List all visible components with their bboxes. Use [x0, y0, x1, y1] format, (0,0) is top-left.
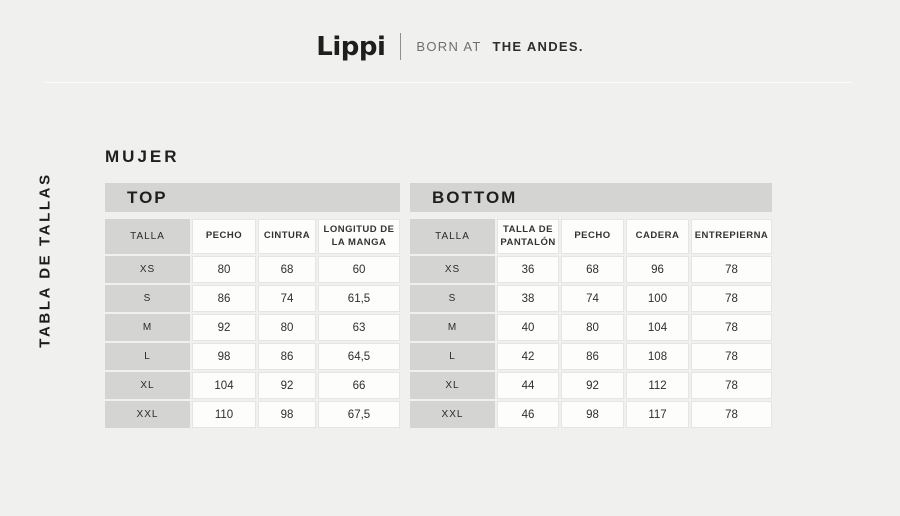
- size-value-cell: 112: [626, 372, 689, 399]
- size-value-cell: 68: [561, 256, 624, 283]
- size-value-cell: 78: [691, 314, 772, 341]
- size-label-cell: L: [105, 343, 190, 370]
- size-value-cell: 44: [497, 372, 559, 399]
- mujer-heading: MUJER: [105, 147, 180, 166]
- size-value-cell: 67,5: [318, 401, 400, 428]
- size-value-cell: 36: [497, 256, 559, 283]
- size-value-cell: 108: [626, 343, 689, 370]
- size-value-cell: 98: [561, 401, 624, 428]
- size-value-cell: 68: [258, 256, 316, 283]
- size-value-cell: 92: [258, 372, 316, 399]
- bottom-table-grid: [410, 219, 772, 428]
- size-value-cell: 92: [561, 372, 624, 399]
- tagline-born-at: BORN AT: [416, 39, 482, 54]
- size-value-cell: 80: [561, 314, 624, 341]
- size-value-cell: 78: [691, 343, 772, 370]
- size-value-cell: 63: [318, 314, 400, 341]
- size-value-cell: 61,5: [318, 285, 400, 312]
- bottom-col-header-pecho: PECHO: [561, 219, 624, 254]
- size-value-cell: 86: [192, 285, 256, 312]
- top-col-header-longitud: LONGITUD DE LA MANGA: [318, 219, 400, 254]
- bottom-col-header-talla: TALLA: [410, 219, 495, 254]
- size-value-cell: 86: [561, 343, 624, 370]
- size-value-cell: 42: [497, 343, 559, 370]
- bottom-size-table: [410, 183, 772, 428]
- size-value-cell: 74: [258, 285, 316, 312]
- size-value-cell: 64,5: [318, 343, 400, 370]
- size-value-cell: 40: [497, 314, 559, 341]
- size-label-cell: XL: [105, 372, 190, 399]
- size-value-cell: 92: [192, 314, 256, 341]
- top-table-grid: [105, 219, 400, 428]
- top-col-header-pecho: PECHO: [192, 219, 256, 254]
- size-value-cell: 98: [258, 401, 316, 428]
- size-value-cell: 100: [626, 285, 689, 312]
- content-area: [0, 83, 900, 428]
- logo-divider: [400, 33, 401, 60]
- size-value-cell: 38: [497, 285, 559, 312]
- bottom-col-header-entrepierna: ENTREPIERNA: [691, 219, 772, 254]
- size-label-cell: XS: [410, 256, 495, 283]
- top-col-header-talla: TALLA: [105, 219, 190, 254]
- size-value-cell: 80: [192, 256, 256, 283]
- size-value-cell: 74: [561, 285, 624, 312]
- size-value-cell: 80: [258, 314, 316, 341]
- size-label-cell: XXL: [410, 401, 495, 428]
- bottom-col-header-talla-pantalon: TALLA DE PANTALÓN: [497, 219, 559, 254]
- top-size-table: [105, 183, 400, 428]
- size-value-cell: 96: [626, 256, 689, 283]
- tables-row: [105, 183, 900, 428]
- size-label-cell: XXL: [105, 401, 190, 428]
- size-value-cell: 104: [192, 372, 256, 399]
- lippi-logo: Lippi: [316, 31, 386, 62]
- size-value-cell: 78: [691, 372, 772, 399]
- top-table-banner: [105, 183, 400, 212]
- size-value-cell: 60: [318, 256, 400, 283]
- size-label-cell: M: [105, 314, 190, 341]
- bottom-table-title: BOTTOM: [432, 187, 518, 207]
- size-value-cell: 78: [691, 256, 772, 283]
- tabla-de-tallas-label: TABLA DE TALLAS: [36, 172, 54, 348]
- size-label-cell: L: [410, 343, 495, 370]
- brand-header: [0, 0, 900, 60]
- size-label-cell: S: [410, 285, 495, 312]
- size-label-cell: M: [410, 314, 495, 341]
- size-value-cell: 104: [626, 314, 689, 341]
- size-value-cell: 78: [691, 285, 772, 312]
- size-label-cell: XS: [105, 256, 190, 283]
- size-value-cell: 117: [626, 401, 689, 428]
- bottom-table-banner: [410, 183, 772, 212]
- size-label-cell: XL: [410, 372, 495, 399]
- bottom-col-header-cadera: CADERA: [626, 219, 689, 254]
- top-table-title: TOP: [127, 187, 168, 207]
- size-value-cell: 98: [192, 343, 256, 370]
- tagline-the-andes: THE ANDES.: [492, 39, 584, 54]
- size-value-cell: 66: [318, 372, 400, 399]
- size-value-cell: 46: [497, 401, 559, 428]
- top-col-header-cintura: CINTURA: [258, 219, 316, 254]
- size-value-cell: 110: [192, 401, 256, 428]
- size-label-cell: S: [105, 285, 190, 312]
- size-value-cell: 86: [258, 343, 316, 370]
- size-value-cell: 78: [691, 401, 772, 428]
- brand-tagline: [416, 40, 583, 53]
